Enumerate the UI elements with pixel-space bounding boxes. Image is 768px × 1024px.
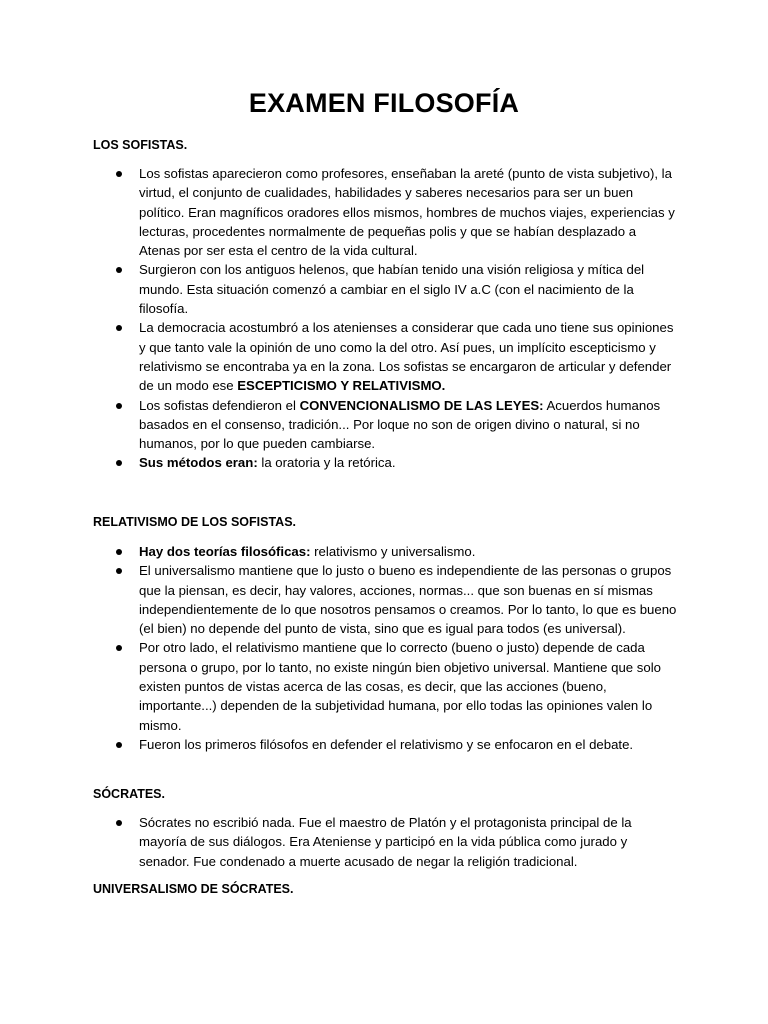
- list-item-text: Por otro lado, el relativismo mantiene que lo correcto (bueno o justo) depende de cada persona o grupo, por lo tanto, no existe ningún bien objetivo universal. Mantiene que solo existen puntos de vistas acerca de las cosas, es decir, que las acciones (bueno, importante...) dependen de la subjetividad humana, por ello todas las opiniones valen lo mismo.: [139, 640, 661, 733]
- list-item: [0, 318, 680, 395]
- list-item-text: Sus métodos eran: la oratoria y la retórica.: [139, 455, 396, 471]
- section-heading-universalismo-socrates: UNIVERSALISMO DE SÓCRATES.: [93, 882, 294, 896]
- bullet-icon: [116, 460, 122, 466]
- bullet-icon: [116, 171, 122, 177]
- bullet-icon: [116, 403, 122, 409]
- list-item: [0, 260, 680, 318]
- list-item-text: Fueron los primeros filósofos en defender el relativismo y se enfocaron en el debate.: [139, 736, 634, 752]
- list-item-text: Sócrates no escribió nada. Fue el maestro de Platón y el protagonista principal de la mayoría de sus diálogos. Era Ateniense y participó en la vida pública como jurado y senador. Fue condenado a muerte acusado de negar la religión tradicional.: [139, 815, 632, 869]
- list-item: [0, 735, 680, 754]
- list-item: [0, 813, 680, 871]
- section-heading-socrates: SÓCRATES.: [93, 787, 165, 801]
- bullet-icon: [116, 742, 122, 748]
- list-item: [0, 164, 680, 260]
- list-item-text: La democracia acostumbró a los atenienses a considerar que cada uno tiene sus opiniones y que tanto vale la opinión de uno como la del otro. Así pues, un implícito escepticismo y relativismo se encontraba ya en la zona. Los sofistas se encargaron de articular y defender de un modo ese ESCEPTICISMO Y RELATIVISMO.: [139, 320, 674, 394]
- list-item-text: Surgieron con los antiguos helenos, que habían tenido una visión religiosa y mítica del mundo. Esta situación comenzó a cambiar en el siglo IV a.C (con el nacimiento de la filosofía.: [139, 262, 645, 317]
- bullet-list-relativismo: [0, 542, 768, 754]
- list-item-text: Los sofistas defendieron el CONVENCIONALISMO DE LAS LEYES: Acuerdos humanos basados en el consenso, tradición... Por loque no son de origen divino o natural, si no humanos, por lo que pueden cambiarse.: [139, 397, 661, 452]
- list-item-text: Los sofistas aparecieron como profesores, enseñaban la areté (punto de vista subjetivo), la virtud, el conjunto de cualidades, habilidades y saberes necesarios para ser un buen político. Eran magníficos oradores ellos mismos, hombres de muchos viajes, experiencias y lecturas, procedentes normalmente de pequeñas polis y que se habían desplazado a Atenas por ser esta el centro de la vida cultural.: [139, 166, 675, 259]
- list-item: [0, 638, 680, 734]
- bullet-icon: [116, 267, 122, 273]
- list-item: [0, 396, 680, 454]
- bullet-list-los-sofistas: [0, 164, 768, 473]
- section-heading-relativismo: RELATIVISMO DE LOS SOFISTAS.: [93, 515, 297, 529]
- bullet-icon: [116, 325, 122, 331]
- list-item: [0, 453, 680, 472]
- bullet-icon: [116, 549, 122, 555]
- bullet-icon: [116, 568, 122, 574]
- list-item-text: El universalismo mantiene que lo justo o bueno es independiente de las personas o grupos que la piensan, es decir, hay valores, acciones, normas... que son buenas en sí mismas independientemente de lo que nosotros pensamos o creamos. Por lo tanto, lo que es bueno (el bien) no depende del punto de vista, sino que es igual para todos (es universal).: [139, 563, 677, 637]
- list-item: [0, 561, 680, 638]
- bullet-list-socrates: [0, 813, 768, 871]
- list-item-text: Hay dos teorías filosóficas: relativismo y universalismo.: [139, 544, 476, 559]
- list-item: [0, 542, 680, 561]
- bullet-icon: [116, 820, 122, 826]
- document-title: EXAMEN FILOSOFÍA: [248, 88, 520, 118]
- bullet-icon: [116, 645, 122, 651]
- section-heading-los-sofistas: LOS SOFISTAS.: [93, 138, 188, 152]
